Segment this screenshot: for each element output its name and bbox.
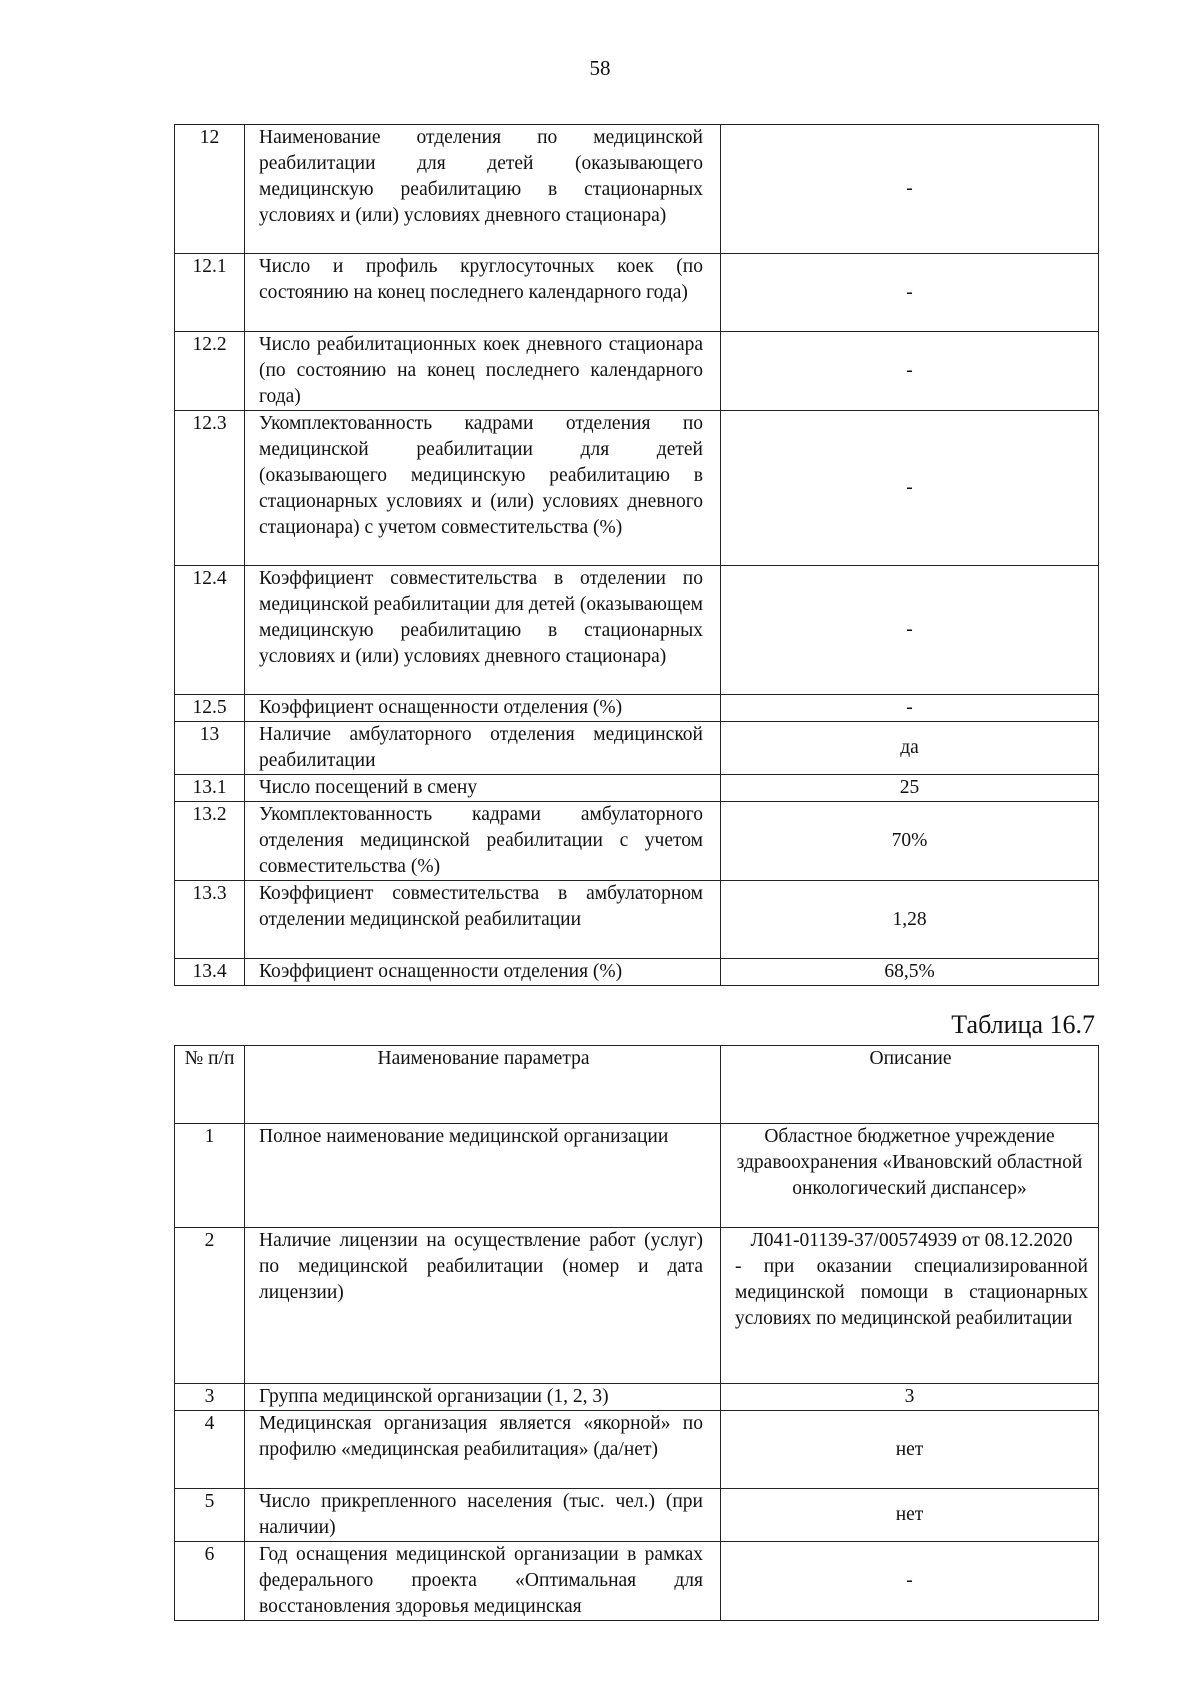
parameter-name: Наличие лицензии на осуществление работ (услуг) по медицинской реабилитации (номер и дата лицензии) [245, 1228, 721, 1384]
header-description: Описание [721, 1046, 1099, 1124]
row-number: 5 [175, 1489, 245, 1542]
parameter-name: Полное наименование медицинской организации [245, 1124, 721, 1228]
parameter-name: Коэффициент оснащенности отделения (%) [245, 959, 721, 986]
table-row [175, 802, 1099, 881]
parameter-value: 1,28 [721, 881, 1099, 959]
parameter-name: Коэффициент совместительства в амбулаторном отделении медицинской реабилитации [245, 881, 721, 959]
row-number: 1 [175, 1124, 245, 1228]
page-number: 58 [589, 56, 611, 80]
parameter-name: Укомплектованность кадрами отделения по медицинской реабилитации для детей (оказывающего медицинскую реабилитацию в стационарных условиях и (или) условиях дневного стационара) с учетом совместительства (%) [245, 411, 721, 566]
table-continued [174, 124, 1099, 986]
table-row [175, 1384, 1099, 1411]
table-row [175, 722, 1099, 775]
license-number: Л041-01139-37/00574939 от 08.12.2020 [750, 1230, 1073, 1251]
row-number: 12.1 [175, 254, 245, 332]
parameter-value: Областное бюджетное учреждение здравоохранения «Ивановский областной онкологический диспансер» [721, 1124, 1099, 1228]
table-row [175, 1542, 1099, 1621]
table-row [175, 125, 1099, 254]
table-row [175, 566, 1099, 695]
row-number: 13.2 [175, 802, 245, 881]
table-caption: Таблица 16.7 [951, 1010, 1095, 1039]
parameter-value: нет [721, 1411, 1099, 1489]
table-row [175, 695, 1099, 722]
row-number: 12 [175, 125, 245, 254]
parameter-name: Число реабилитационных коек дневного стационара (по состоянию на конец последнего календарного года) [245, 332, 721, 411]
table-row [175, 881, 1099, 959]
row-number: 13 [175, 722, 245, 775]
header-parameter: Наименование параметра [245, 1046, 721, 1124]
row-number: 2 [175, 1228, 245, 1384]
table-row [175, 1228, 1099, 1384]
parameter-value: - [721, 411, 1099, 566]
parameter-name: Наименование отделения по медицинской реабилитации для детей (оказывающего медицинскую реабилитацию в стационарных условиях и (или) условиях дневного стационара) [245, 125, 721, 254]
table-row [175, 332, 1099, 411]
license-scope: - при оказании специализированной медицинской помощи в стационарных условиях по медицинской реабилитации [735, 1256, 1088, 1329]
table-row [175, 1124, 1099, 1228]
table-row [175, 1411, 1099, 1489]
parameter-name: Число посещений в смену [245, 775, 721, 802]
parameter-value: - [721, 1542, 1099, 1621]
header-number: № п/п [175, 1046, 245, 1124]
row-number: 12.5 [175, 695, 245, 722]
row-number: 4 [175, 1411, 245, 1489]
parameter-name: Число и профиль круглосуточных коек (по состоянию на конец последнего календарного года) [245, 254, 721, 332]
parameter-value: 25 [721, 775, 1099, 802]
parameter-value: 70% [721, 802, 1099, 881]
row-number: 13.3 [175, 881, 245, 959]
parameter-name: Коэффициент совместительства в отделении по медицинской реабилитации для детей (оказывающем медицинскую реабилитацию в стационарных условиях и (или) условиях дневного стационара) [245, 566, 721, 695]
parameter-name: Укомплектованность кадрами амбулаторного отделения медицинской реабилитации с учетом совместительства (%) [245, 802, 721, 881]
table-row [175, 411, 1099, 566]
parameter-value: да [721, 722, 1099, 775]
license-cell [721, 1228, 1099, 1384]
table-16-7 [174, 1045, 1099, 1621]
parameter-value: - [721, 125, 1099, 254]
parameter-value: нет [721, 1489, 1099, 1542]
parameter-value: - [721, 566, 1099, 695]
table-row [175, 1489, 1099, 1542]
table-row [175, 959, 1099, 986]
parameter-value: - [721, 695, 1099, 722]
table-row [175, 254, 1099, 332]
parameter-value: - [721, 254, 1099, 332]
table-row [175, 775, 1099, 802]
parameter-value: 3 [721, 1384, 1099, 1411]
table-header-row [175, 1046, 1099, 1124]
parameter-name: Год оснащения медицинской организации в рамках федерального проекта «Оптимальная для восстановления здоровья медицинская [245, 1542, 721, 1621]
parameter-name: Число прикрепленного населения (тыс. чел.) (при наличии) [245, 1489, 721, 1542]
parameter-name: Медицинская организация является «якорной» по профилю «медицинская реабилитация» (да/нет) [245, 1411, 721, 1489]
parameter-name: Наличие амбулаторного отделения медицинской реабилитации [245, 722, 721, 775]
row-number: 12.4 [175, 566, 245, 695]
parameter-name: Группа медицинской организации (1, 2, 3) [245, 1384, 721, 1411]
row-number: 12.2 [175, 332, 245, 411]
parameter-value: - [721, 332, 1099, 411]
row-number: 13.1 [175, 775, 245, 802]
row-number: 13.4 [175, 959, 245, 986]
row-number: 12.3 [175, 411, 245, 566]
row-number: 6 [175, 1542, 245, 1621]
parameter-name: Коэффициент оснащенности отделения (%) [245, 695, 721, 722]
row-number: 3 [175, 1384, 245, 1411]
parameter-value: 68,5% [721, 959, 1099, 986]
